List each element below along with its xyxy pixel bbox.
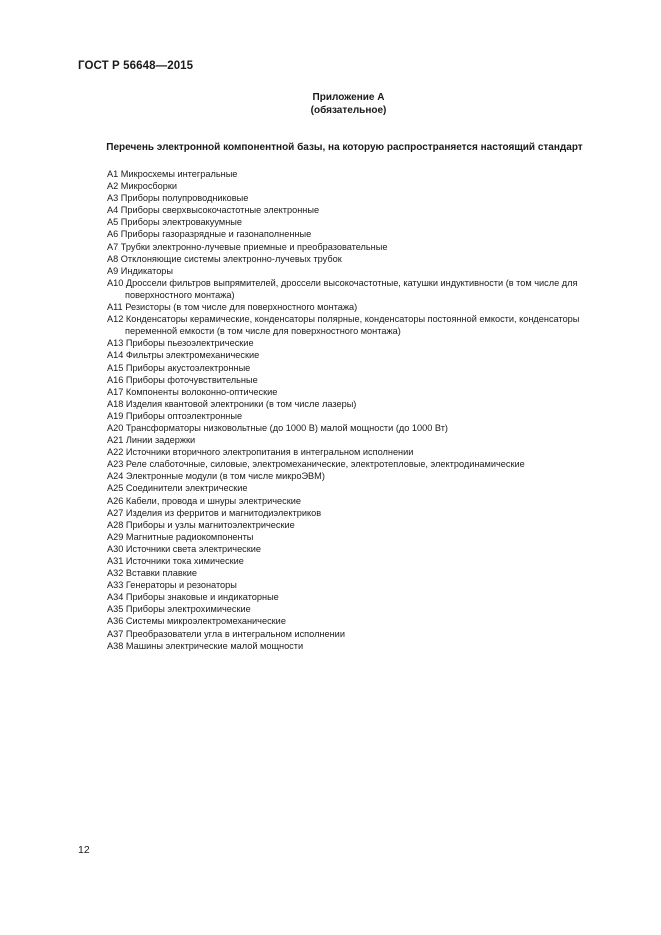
list-item: А21 Линии задержки	[107, 435, 196, 446]
list-item: А6 Приборы газоразрядные и газонаполненные	[107, 229, 312, 240]
list-item: А17 Компоненты волоконно-оптические	[107, 386, 278, 397]
list-item: А5 Приборы электровакуумные	[107, 217, 242, 228]
list-item: А9 Индикаторы	[107, 265, 174, 276]
list-item: А13 Приборы пьезоэлектрические	[107, 338, 254, 349]
list-item: А26 Кабели, провода и шнуры электрические	[107, 495, 301, 506]
list-item: А33 Генераторы и резонаторы	[107, 580, 237, 591]
list-item: А15 Приборы акустоэлектронные	[107, 362, 251, 373]
list-item: А31 Источники тока химические	[107, 556, 244, 566]
list-item: А19 Приборы оптоэлектронные	[107, 410, 243, 421]
list-item: А4 Приборы сверхвысокочастотные электронные	[107, 205, 320, 216]
list-item: А10 Дроссели фильтров выпрямителей, дроссели высокочастотные, катушки индуктивности (в том числе для поверхностного монтажа)	[107, 277, 578, 300]
list-item: А11 Резисторы (в том числе для поверхностного монтажа)	[107, 302, 358, 313]
list-item: А32 Вставки плавкие	[107, 568, 198, 579]
list-item: А1 Микросхемы интегральные	[107, 169, 238, 179]
list-item: А37 Преобразователи угла в интегральном исполнении	[107, 628, 345, 639]
list-item: А35 Приборы электрохимические	[107, 604, 251, 615]
list-item: А27 Изделия из ферритов и магнитодиэлектриков	[107, 507, 322, 518]
appendix-heading	[0, 91, 661, 117]
list-item: А23 Реле слаботочные, силовые, электромеханические, электротепловые, электродинамические	[107, 459, 525, 470]
list-item: А38 Машины электрические малой мощности	[107, 640, 304, 651]
list-item: А29 Магнитные радиокомпоненты	[107, 531, 254, 542]
list-item: А20 Трансформаторы низковольтные (до 1000 В) малой мощности (до 1000 Вт)	[107, 422, 448, 433]
list-item: А36 Системы микроэлектромеханические	[107, 616, 286, 627]
component-list	[107, 168, 617, 652]
list-item: А16 Приборы фоточувствительные	[107, 374, 258, 385]
page-number: 12	[78, 844, 90, 856]
appendix-status: (обязательное)	[310, 105, 387, 116]
list-item: А7 Трубки электронно-лучевые приемные и преобразовательные	[107, 241, 388, 252]
appendix-title: Приложение А	[312, 92, 385, 103]
list-item: А25 Соединители электрические	[107, 483, 248, 494]
list-item: А34 Приборы знаковые и индикаторные	[107, 592, 279, 603]
document-code: ГОСТ Р 56648—2015	[78, 60, 194, 72]
list-item: А22 Источники вторичного электропитания в интегральном исполнении	[107, 447, 414, 458]
list-item: А14 Фильтры электромеханические	[107, 350, 260, 361]
list-title: Перечень электронной компонентной базы, на которую распространяется настоящий стандарт	[106, 142, 583, 153]
list-item: А28 Приборы и узлы магнитоэлектрические	[107, 519, 295, 530]
list-item: А12 Конденсаторы керамические, конденсаторы полярные, конденсаторы постоянной емкости, конденсаторы переменной емкости (в том числе для поверхностного монтажа)	[107, 314, 580, 337]
list-item: А2 Микросборки	[107, 181, 178, 192]
list-item: А3 Приборы полупроводниковые	[107, 193, 249, 204]
list-item: А30 Источники света электрические	[107, 543, 262, 554]
list-item: А24 Электронные модули (в том числе микроЭВМ)	[107, 471, 325, 482]
list-item: А18 Изделия квантовой электроники (в том числе лазеры)	[107, 398, 357, 409]
list-item: А8 Отклоняющие системы электронно-лучевых трубок	[107, 253, 342, 264]
